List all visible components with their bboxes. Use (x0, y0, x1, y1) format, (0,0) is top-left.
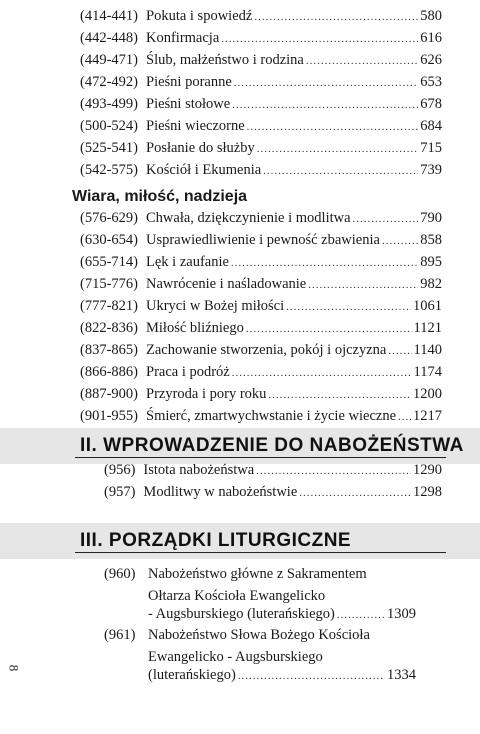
dot-leader (238, 670, 385, 682)
toc-entry[interactable] (80, 386, 442, 408)
entry-page: 1290 (413, 462, 442, 478)
entry-page: 790 (420, 210, 442, 226)
entry-range: (961) (104, 627, 136, 643)
entry-range: (822-836) (80, 320, 138, 336)
dot-leader (353, 213, 419, 225)
entry-range: (630-654) (80, 232, 138, 248)
entry-title-line1: Nabożeństwo główne z Sakramentem (148, 566, 367, 582)
entry-range: (542-575) (80, 162, 138, 178)
part2-heading: II. WPROWADZENIE DO NABOŻEŃSTWA (80, 435, 464, 456)
toc-entry[interactable] (80, 30, 442, 52)
toc-entry[interactable] (80, 254, 442, 276)
entry-title: Chwała, dziękczynienie i modlitwa (146, 210, 351, 226)
entry-title: Pieśni stołowe (146, 96, 231, 112)
entry-title: Modlitwy w nabożeństwie (143, 484, 298, 500)
entry-range: (414-441) (80, 8, 138, 24)
toc-entry[interactable] (80, 210, 442, 232)
entry-range: (956) (104, 462, 136, 478)
part3-heading: III. PORZĄDKI LITURGICZNE (80, 530, 352, 551)
section-band-part2 (0, 428, 480, 464)
dot-leader (234, 77, 418, 89)
entry-title-line3: (luterańskiego) (148, 667, 236, 683)
toc-entry[interactable] (104, 484, 442, 506)
entry-page: 1309 (387, 606, 416, 622)
dot-leader (247, 121, 419, 133)
dot-leader (232, 99, 418, 111)
dot-leader (246, 323, 412, 335)
group-heading: Wiara, miłość, nadzieja (72, 188, 248, 205)
dot-leader (306, 55, 418, 67)
entry-page: 616 (420, 30, 442, 46)
entry-title: Ukryci w Bożej miłości (146, 298, 285, 314)
entry-range: (887-900) (80, 386, 138, 402)
entry-title-line1: Nabożeństwo Słowa Bożego Kościoła (148, 627, 370, 643)
entry-range: (837-865) (80, 342, 138, 358)
entry-title: Kościół i Ekumenia (146, 162, 262, 178)
toc-entry[interactable] (80, 232, 442, 254)
toc-entry[interactable] (80, 96, 442, 118)
dot-leader (286, 301, 411, 313)
entry-title: Ślub, małżeństwo i rodzina (146, 52, 304, 68)
entry-title: Pieśni poranne (146, 74, 232, 90)
page-number: 8 (6, 664, 22, 672)
dot-leader (299, 487, 411, 499)
entry-range: (655-714) (80, 254, 138, 270)
toc-entry[interactable] (80, 364, 442, 386)
entry-page: 858 (420, 232, 442, 248)
toc-entry[interactable] (80, 298, 442, 320)
dot-leader (257, 143, 419, 155)
dot-leader (254, 11, 418, 23)
toc-entry[interactable] (80, 118, 442, 140)
dot-leader (268, 389, 411, 401)
toc-entry[interactable] (80, 320, 442, 342)
toc-entry[interactable] (80, 276, 442, 298)
entry-title-line3: - Augsburskiego (luterańskiego) (148, 606, 335, 622)
entry-title: Posłanie do służby (146, 140, 255, 156)
entry-title: Usprawiedliwienie i pewność zbawienia (146, 232, 380, 248)
toc-entry[interactable] (104, 462, 442, 484)
entry-page: 1217 (413, 408, 442, 424)
toc-entry[interactable] (80, 8, 442, 30)
entry-last-line (148, 667, 416, 689)
section-band-part3 (0, 523, 480, 559)
entry-range: (960) (104, 566, 136, 582)
entry-page: 739 (420, 162, 442, 178)
entry-range: (901-955) (80, 408, 138, 424)
dot-leader (263, 165, 418, 177)
part3-rule (75, 552, 446, 554)
entry-title: Śmierć, zmartwychwstanie i życie wieczne (146, 408, 397, 424)
entry-range: (500-524) (80, 118, 138, 134)
entry-range: (957) (104, 484, 136, 500)
dot-leader (231, 257, 418, 269)
entry-title: Zachowanie stworzenia, pokój i ojczyzna (146, 342, 387, 358)
entry-page: 678 (420, 96, 442, 112)
entry-range: (442-448) (80, 30, 138, 46)
entry-title: Praca i podróż (146, 364, 230, 380)
toc-entry[interactable] (80, 52, 442, 74)
entry-range: (472-492) (80, 74, 138, 90)
toc-entry[interactable] (80, 162, 442, 184)
entry-title-line2: Ewangelicko - Augsburskiego (148, 649, 323, 665)
entry-title: Pokuta i spowiedź (146, 8, 253, 24)
entry-title: Istota nabożeństwa (143, 462, 255, 478)
entry-title: Przyroda i pory roku (146, 386, 267, 402)
entry-last-line (148, 606, 416, 628)
entry-title-line2: Ołtarza Kościoła Ewangelicko (148, 588, 326, 604)
dot-leader (398, 411, 411, 423)
entry-page: 1140 (413, 342, 442, 358)
entry-page: 1200 (413, 386, 442, 402)
entry-page: 715 (420, 140, 442, 156)
part2-rule (75, 457, 446, 459)
entry-range: (777-821) (80, 298, 138, 314)
entry-title: Pieśni wieczorne (146, 118, 245, 134)
entry-range: (493-499) (80, 96, 138, 112)
entry-title: Konfirmacja (146, 30, 220, 46)
dot-leader (388, 345, 411, 357)
entry-title: Miłość bliźniego (146, 320, 244, 336)
entry-title: Lęk i zaufanie (146, 254, 229, 270)
dot-leader (337, 609, 385, 621)
dot-leader (232, 367, 412, 379)
toc-entry[interactable] (80, 140, 442, 162)
toc-entry[interactable] (80, 342, 442, 364)
entry-page: 653 (420, 74, 442, 90)
entry-range: (715-776) (80, 276, 138, 292)
entry-page: 1334 (387, 667, 416, 683)
toc-entry[interactable] (80, 74, 442, 96)
dot-leader (382, 235, 418, 247)
entry-page: 626 (420, 52, 442, 68)
dot-leader (308, 279, 418, 291)
dot-leader (221, 33, 418, 45)
entry-range: (525-541) (80, 140, 138, 156)
entry-page: 1298 (413, 484, 442, 500)
entry-range: (576-629) (80, 210, 138, 226)
entry-page: 895 (420, 254, 442, 270)
entry-page: 580 (420, 8, 442, 24)
entry-range: (866-886) (80, 364, 138, 380)
toc-entry[interactable] (80, 408, 442, 430)
entry-page: 684 (420, 118, 442, 134)
entry-page: 1121 (413, 320, 442, 336)
entry-title: Nawrócenie i naśladowanie (146, 276, 307, 292)
dot-leader (256, 465, 411, 477)
entry-range: (449-471) (80, 52, 138, 68)
entry-page: 1174 (413, 364, 442, 380)
entry-page: 1061 (413, 298, 442, 314)
entry-page: 982 (420, 276, 442, 292)
